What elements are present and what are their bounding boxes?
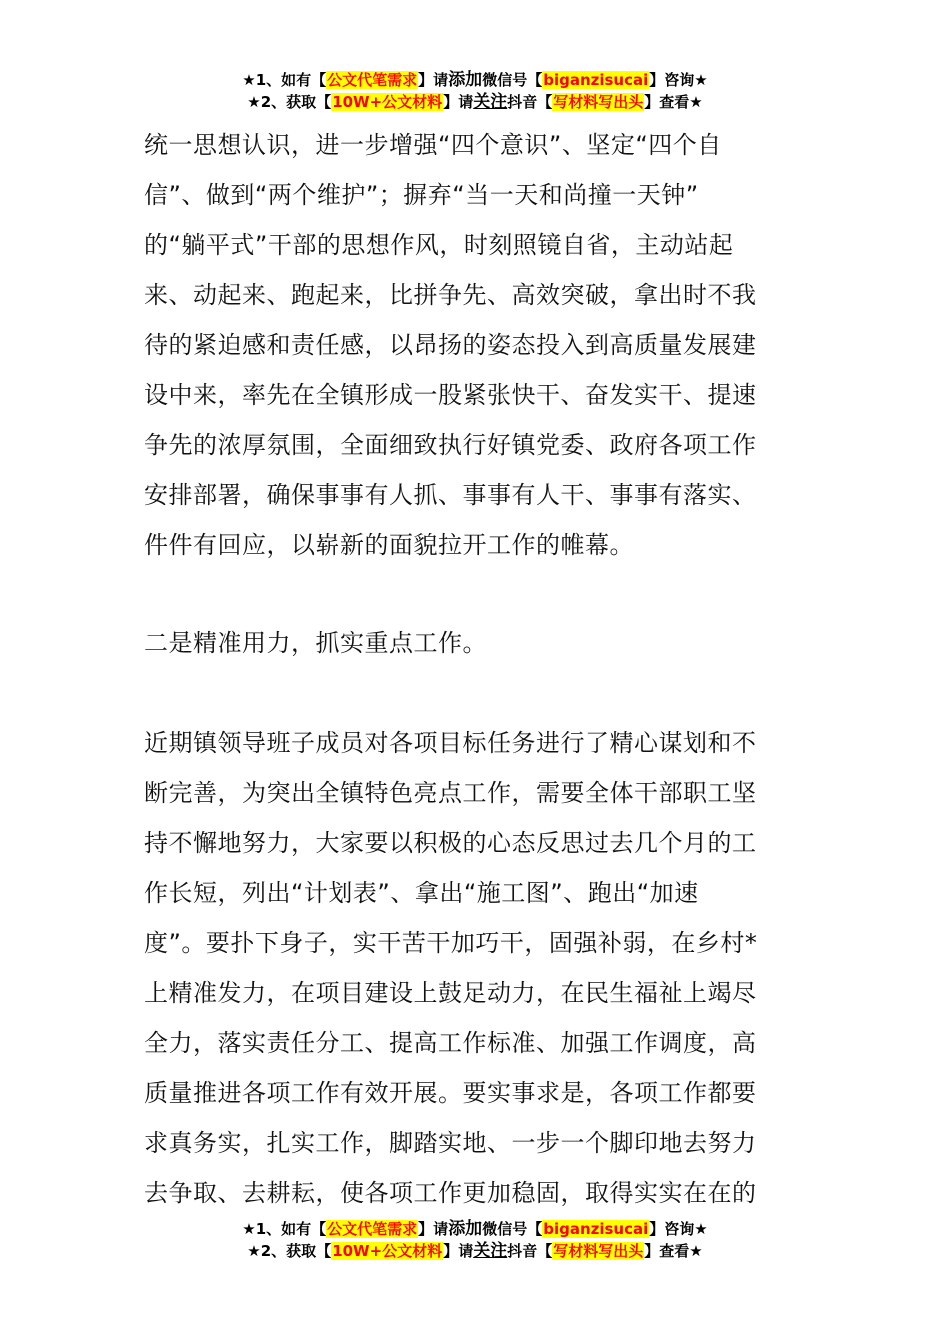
text-line: 争先的浓厚氛围，全面细致执行好镇党委、政府各项工作: [144, 431, 757, 459]
banner-line-2: [0, 91, 950, 113]
highlight-douyin: 写材料写出头: [553, 1242, 644, 1260]
text-line: 来、动起来、跑起来，比拼争先、高效突破，拿出时不我: [144, 281, 757, 309]
banner-text: 】咨询★: [649, 71, 708, 89]
text-line: 断完善，为突出全镇特色亮点工作，需要全体干部职工坚: [144, 779, 757, 807]
banner-emphasis: 添加: [448, 70, 483, 90]
text-line: 件件有回应，以崭新的面貌拉开工作的帷幕。: [144, 531, 634, 559]
paragraph-1: [144, 120, 814, 570]
banner-line-1: [0, 1218, 950, 1240]
highlight-materials: 10W+公文材料: [332, 93, 443, 111]
text-line: 安排部署，确保事事有人抓、事事有人干、事事有落实、: [144, 481, 757, 509]
text-line: 作长短，列出“计划表”、拿出“施工图”、跑出“加速: [144, 879, 699, 907]
text-line: 度”。要扑下身子，实干苦干加巧干，固强补弱，在乡村*: [144, 929, 758, 957]
banner-line-2: [0, 1240, 950, 1262]
text-line: 持不懈地努力，大家要以积极的心态反思过去几个月的工: [144, 829, 757, 857]
banner-emphasis: 关注: [473, 1241, 508, 1261]
banner-text: 】请: [443, 93, 474, 111]
highlight-materials: 10W+公文材料: [332, 1242, 443, 1260]
highlight-service: 公文代笔需求: [327, 71, 418, 89]
header-banner: [0, 69, 950, 113]
highlight-wechat-id: biganzisucai: [543, 1220, 649, 1238]
text-line: 去争取、去耕耘，使各项工作更加稳固，取得实实在在的: [144, 1179, 757, 1207]
banner-text: 抖音【: [507, 1242, 553, 1260]
banner-text: 】请: [443, 1242, 474, 1260]
text-line: 全力，落实责任分工、提高工作标准、加强工作调度，高: [144, 1029, 757, 1057]
section-heading: [144, 618, 814, 668]
highlight-wechat-id: biganzisucai: [543, 71, 649, 89]
banner-text: ★1、如有【: [242, 71, 327, 89]
footer-banner: [0, 1218, 950, 1262]
text-line: 的“躺平式”干部的思想作风，时刻照镜自省，主动站起: [144, 231, 734, 259]
banner-text: 抖音【: [507, 93, 553, 111]
banner-emphasis: 关注: [473, 92, 508, 112]
text-line: 设中来，率先在全镇形成一股紧张快干、奋发实干、提速: [144, 381, 757, 409]
text-line: 上精准发力，在项目建设上鼓足动力，在民生福祉上竭尽: [144, 979, 757, 1007]
text-line: 近期镇领导班子成员对各项目标任务进行了精心谋划和不: [144, 729, 757, 757]
banner-text: 】查看★: [644, 1242, 703, 1260]
text-line: 待的紧迫感和责任感，以昂扬的姿态投入到高质量发展建: [144, 331, 757, 359]
banner-text: 】请: [418, 71, 449, 89]
highlight-service: 公文代笔需求: [327, 1220, 418, 1238]
banner-text: 微信号【: [482, 1220, 543, 1238]
banner-text: ★2、获取【: [247, 1242, 332, 1260]
highlight-douyin: 写材料写出头: [553, 93, 644, 111]
banner-text: 】咨询★: [649, 1220, 708, 1238]
banner-text: 】请: [418, 1220, 449, 1238]
paragraph-2: [144, 718, 814, 1218]
text-line: 质量推进各项工作有效开展。要实事求是，各项工作都要: [144, 1079, 757, 1107]
banner-text: ★2、获取【: [247, 93, 332, 111]
banner-text: 微信号【: [482, 71, 543, 89]
text-line: 统一思想认识，进一步增强“四个意识”、坚定“四个自: [144, 131, 722, 159]
heading-text: 二是精准用力，抓实重点工作。: [144, 629, 487, 657]
banner-line-1: [0, 69, 950, 91]
banner-text: 】查看★: [644, 93, 703, 111]
text-line: 信”、做到“两个维护”；摒弃“当一天和尚撞一天钟”: [144, 181, 699, 209]
text-line: 求真务实，扎实工作，脚踏实地、一步一个脚印地去努力: [144, 1129, 757, 1157]
banner-text: ★1、如有【: [242, 1220, 327, 1238]
banner-emphasis: 添加: [448, 1219, 483, 1239]
